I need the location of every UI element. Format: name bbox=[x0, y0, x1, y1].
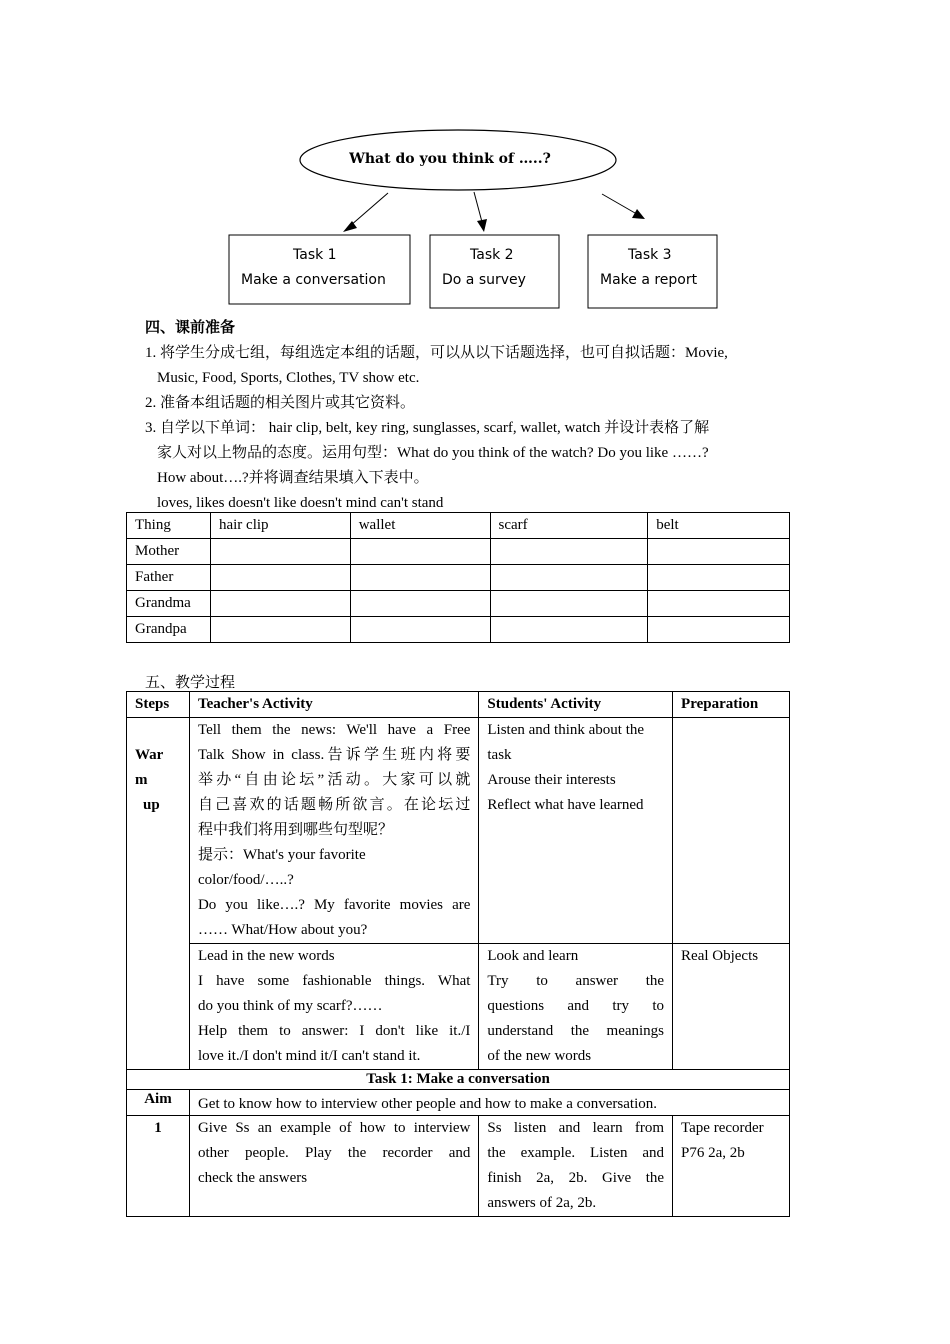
prep-words: loves, likes doesn't like doesn't mind can't stand bbox=[157, 495, 444, 511]
survey-empty-cell bbox=[210, 591, 350, 617]
lead-teacher-line: I have some fashionable things. What bbox=[197, 973, 471, 989]
step1-row bbox=[127, 1116, 790, 1217]
survey-header-cell: belt bbox=[648, 513, 790, 539]
survey-empty-cell bbox=[210, 539, 350, 565]
warmup-label-line: up bbox=[143, 797, 160, 813]
step1-student-line: answers of 2a, 2b. bbox=[487, 1195, 597, 1211]
process-header-cell: Steps bbox=[127, 692, 190, 718]
process-header-cell: Students' Activity bbox=[479, 692, 673, 718]
survey-empty-cell bbox=[350, 591, 490, 617]
lead-student-cell bbox=[479, 944, 673, 1070]
survey-header-cell: scarf bbox=[490, 513, 648, 539]
step1-student-line: finish 2a, 2b. Give the bbox=[487, 1170, 665, 1186]
process-header-row bbox=[127, 692, 790, 718]
prep-item3-line3: How about….?并将调查结果填入下表中。 bbox=[157, 470, 429, 486]
step1-prep-line: P76 2a, 2b bbox=[681, 1145, 745, 1161]
step1-student-cell bbox=[479, 1116, 673, 1217]
survey-row bbox=[127, 565, 790, 591]
survey-empty-cell bbox=[350, 565, 490, 591]
survey-header-cell: wallet bbox=[350, 513, 490, 539]
survey-table bbox=[126, 512, 790, 643]
warmup-student-line: Arouse their interests bbox=[487, 772, 616, 788]
task1-box bbox=[229, 235, 410, 304]
survey-row-label: Grandpa bbox=[127, 617, 211, 643]
survey-header-cell: Thing bbox=[127, 513, 211, 539]
survey-empty-cell bbox=[648, 539, 790, 565]
survey-empty-cell bbox=[648, 565, 790, 591]
step1-label-cell: 1 bbox=[127, 1116, 190, 1217]
survey-row-label: Father bbox=[127, 565, 211, 591]
arrow-task1 bbox=[350, 193, 388, 226]
warmup-student-cell bbox=[479, 718, 673, 944]
warmup-teacher-line: …… What/How about you? bbox=[197, 922, 368, 938]
warmup-teacher-line: Tell them the news: We'll have a Free bbox=[197, 722, 471, 738]
process-table bbox=[126, 691, 790, 1217]
survey-empty-cell bbox=[210, 617, 350, 643]
lead-student-line: Look and learn bbox=[487, 948, 579, 964]
warmup-teacher-line: 提示：What's your favorite bbox=[197, 847, 366, 863]
warmup-step-label bbox=[127, 718, 190, 1070]
task1-title: Task 1 bbox=[293, 247, 337, 263]
prep-item3-line2: 家人对以上物品的态度。运用句型：What do you think of the watch? Do you like ……? bbox=[157, 445, 709, 461]
warmup-student-line: Reflect what have learned bbox=[487, 797, 644, 813]
step1-teacher-line: check the answers bbox=[197, 1170, 308, 1186]
survey-empty-cell bbox=[490, 539, 648, 565]
survey-empty-cell bbox=[490, 617, 648, 643]
warmup-teacher-line: 程中我们将用到哪些句型呢？ bbox=[197, 822, 393, 838]
survey-row bbox=[127, 591, 790, 617]
survey-empty-cell bbox=[490, 591, 648, 617]
warmup-teacher-cell bbox=[189, 718, 478, 944]
survey-empty-cell bbox=[490, 565, 648, 591]
survey-header-row bbox=[127, 513, 790, 539]
task3-title: Task 3 bbox=[628, 247, 672, 263]
task-diagram bbox=[0, 0, 950, 320]
process-heading: 五、教学过程 bbox=[145, 675, 236, 691]
lead-teacher-line: do you think of my scarf?…… bbox=[197, 998, 383, 1014]
task2-title: Task 2 bbox=[470, 247, 514, 263]
step1-prep-cell bbox=[673, 1116, 790, 1217]
warmup-student-line: task bbox=[487, 747, 512, 763]
arrow-task2 bbox=[474, 192, 482, 222]
aim-text-cell: Get to know how to interview other people and how to make a conversation. bbox=[189, 1090, 789, 1116]
survey-empty-cell bbox=[648, 617, 790, 643]
process-header-cell: Preparation bbox=[673, 692, 790, 718]
prep-heading: 四、课前准备 bbox=[145, 320, 236, 336]
warmup-teacher-line: Do you like….? My favorite movies are bbox=[197, 897, 471, 913]
lead-student-line: Try to answer the bbox=[487, 973, 665, 989]
lead-student-line: questions and try to bbox=[487, 998, 665, 1014]
step1-teacher-cell bbox=[189, 1116, 478, 1217]
lead-teacher-cell bbox=[189, 944, 478, 1070]
lead-in-row bbox=[127, 944, 790, 1070]
task1-title-cell: Task 1: Make a conversation bbox=[127, 1070, 790, 1090]
prep-item2: 2. 准备本组话题的相关图片或其它资料。 bbox=[145, 395, 416, 411]
step1-teacher-line: Give Ss an example of how to interview bbox=[197, 1120, 471, 1136]
warmup-teacher-line: 举办“自由论坛”活动。大家可以就 bbox=[197, 772, 471, 788]
process-header-cell: Teacher's Activity bbox=[189, 692, 478, 718]
warmup-label-line: m bbox=[135, 772, 148, 788]
lead-teacher-line: Lead in the new words bbox=[197, 948, 335, 964]
warmup-teacher-line: 自己喜欢的话题畅所欲言。在论坛过 bbox=[197, 797, 471, 813]
warmup-teacher-line: Talk Show in class.告诉学生班内将要 bbox=[197, 747, 471, 763]
warmup-teacher-line: color/food/…..? bbox=[197, 872, 294, 888]
survey-row bbox=[127, 617, 790, 643]
step1-student-line: the example. Listen and bbox=[487, 1145, 665, 1161]
prep-item3-line1: 3. 自学以下单词： hair clip, belt, key ring, sunglasses, scarf, wallet, watch 并设计表格了解 bbox=[145, 420, 710, 436]
step1-student-line: Ss listen and learn from bbox=[487, 1120, 665, 1136]
task1-title-row bbox=[127, 1070, 790, 1090]
aim-row bbox=[127, 1090, 790, 1116]
warmup-student-line: Listen and think about the bbox=[487, 722, 645, 738]
lead-student-line: understand the meanings bbox=[487, 1023, 665, 1039]
survey-row-label: Mother bbox=[127, 539, 211, 565]
warmup-row bbox=[127, 718, 790, 944]
lead-prep-cell: Real Objects bbox=[673, 944, 790, 1070]
survey-empty-cell bbox=[648, 591, 790, 617]
lead-teacher-line: Help them to answer: I don't like it./I bbox=[197, 1023, 471, 1039]
survey-header-cell: hair clip bbox=[210, 513, 350, 539]
survey-row bbox=[127, 539, 790, 565]
step1-prep-line: Tape recorder bbox=[681, 1120, 764, 1136]
aim-label-cell: Aim bbox=[127, 1090, 190, 1116]
lead-student-line: of the new words bbox=[487, 1048, 592, 1064]
warmup-label-line: War bbox=[135, 747, 164, 763]
task3-desc: Make a report bbox=[600, 272, 698, 288]
diagram-center-label: What do you think of …..? bbox=[349, 151, 551, 167]
warmup-prep-cell bbox=[673, 718, 790, 944]
lead-teacher-line: love it./I don't mind it/I can't stand it. bbox=[197, 1048, 421, 1064]
survey-empty-cell bbox=[350, 539, 490, 565]
survey-row-label: Grandma bbox=[127, 591, 211, 617]
arrow-task3 bbox=[602, 194, 635, 213]
prep-item1-line1: 1. 将学生分成七组，每组选定本组的话题，可以从以下话题选择，也可自拟话题：Movie, bbox=[145, 345, 728, 361]
survey-empty-cell bbox=[350, 617, 490, 643]
task2-desc: Do a survey bbox=[442, 272, 526, 288]
survey-empty-cell bbox=[210, 565, 350, 591]
task1-desc: Make a conversation bbox=[241, 272, 386, 288]
prep-item1-line2: Music, Food, Sports, Clothes, TV show etc. bbox=[157, 370, 420, 386]
step1-teacher-line: other people. Play the recorder and bbox=[197, 1145, 471, 1161]
